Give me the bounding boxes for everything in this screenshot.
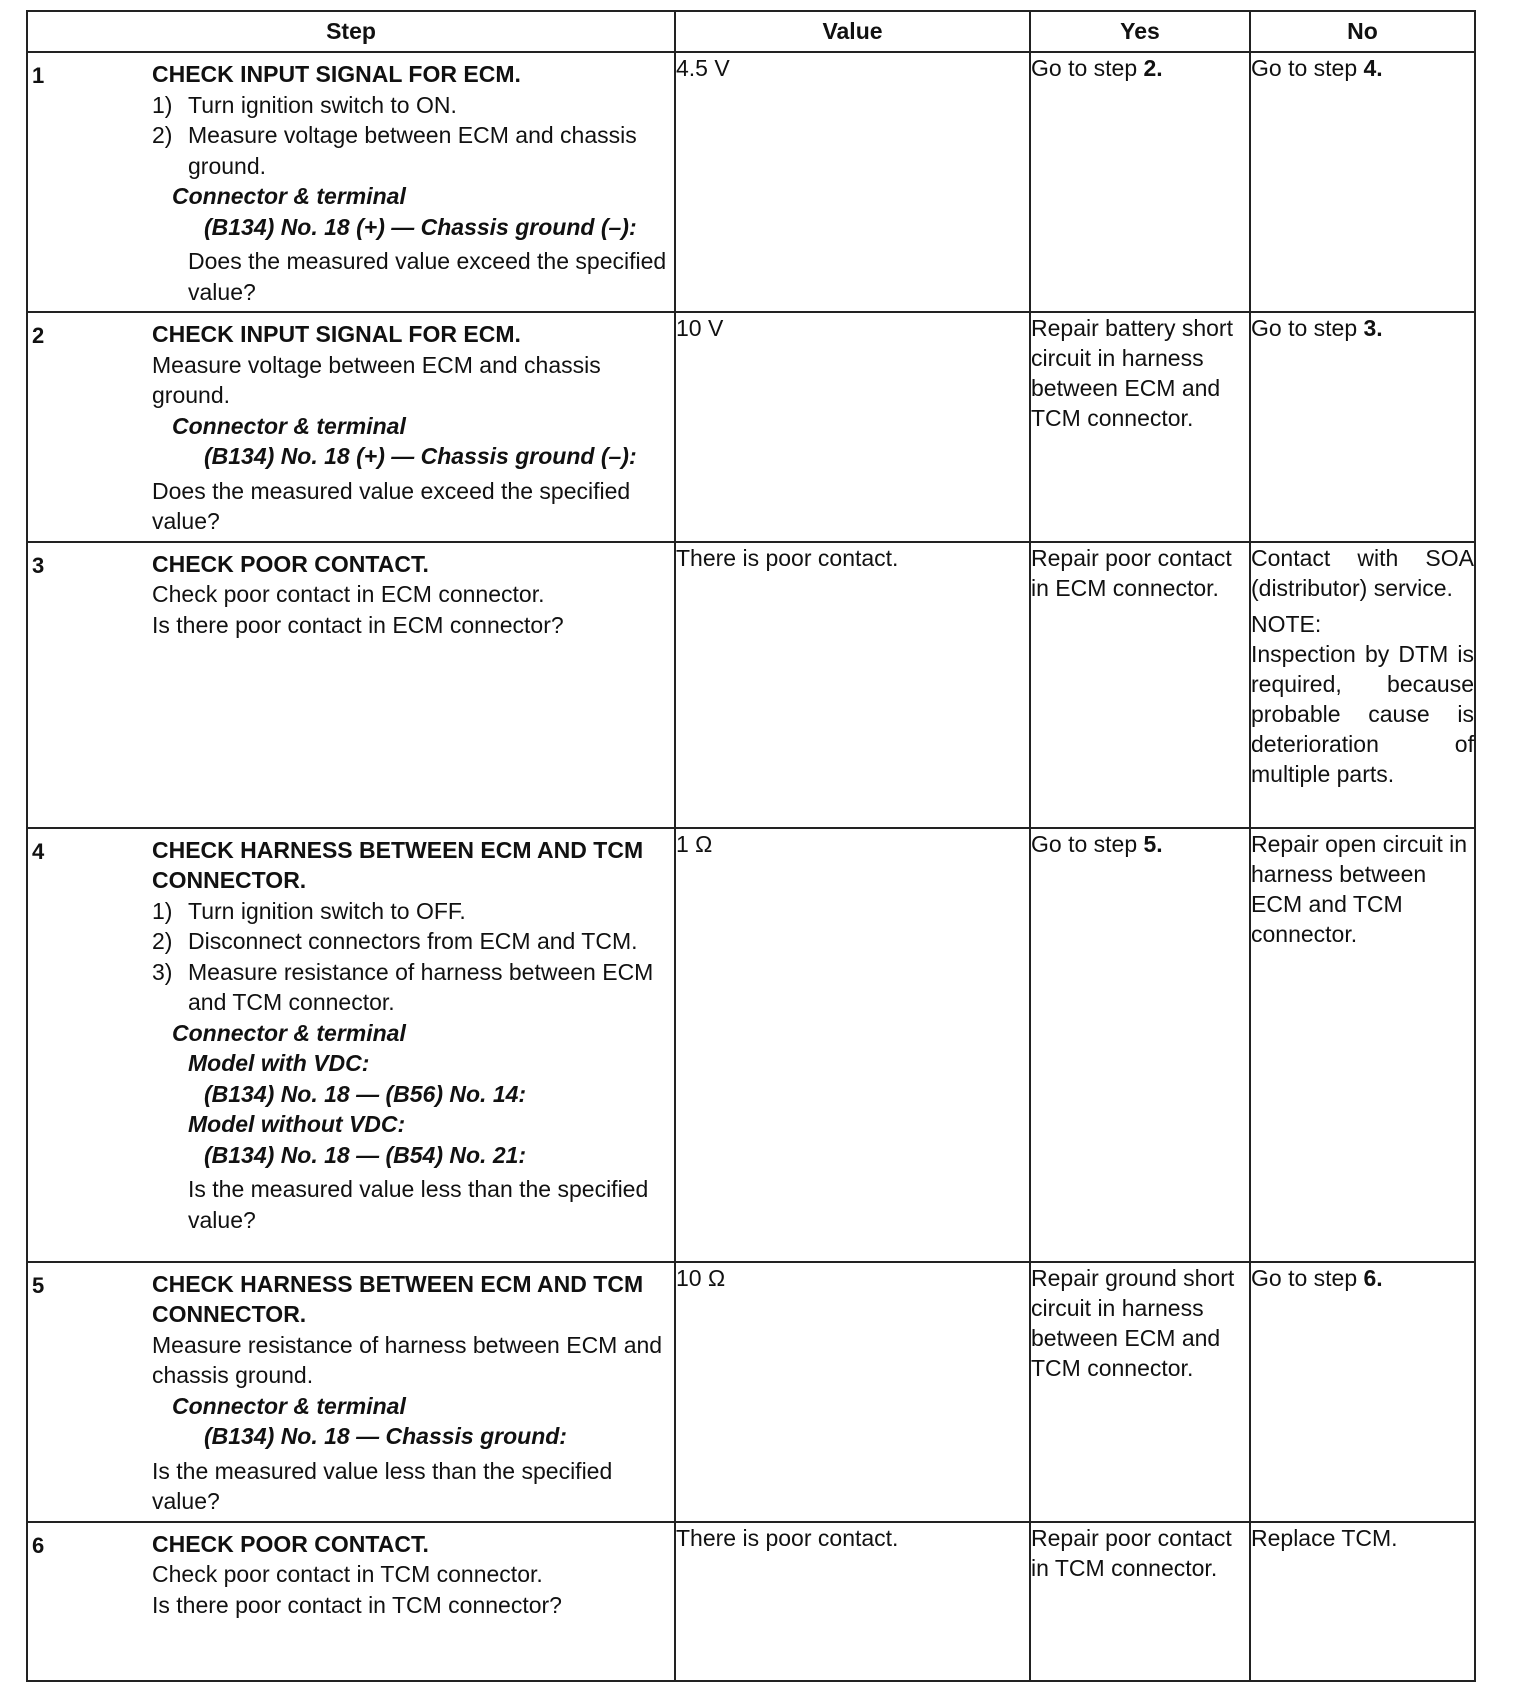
list-marker: 3): [152, 958, 173, 985]
step-question: Does the measured value exceed the specified value?: [188, 248, 667, 305]
value-cell: 10 V: [675, 312, 1030, 542]
header-step: Step: [27, 11, 675, 52]
step-question: Is the measured value less than the specified value?: [188, 1176, 649, 1233]
table-row: [27, 542, 1475, 828]
step-cell: [27, 312, 675, 542]
step-description: Measure resistance of harness between ECM and chassis ground.: [152, 1331, 663, 1388]
step-number: 1: [32, 63, 45, 88]
no-cell: Repair open circuit in harness between ECM and TCM connector.: [1250, 828, 1475, 1262]
terminal-spec: (B134) No. 18 (+) — Chassis ground (–):: [204, 213, 637, 240]
no-cell: [1250, 542, 1475, 828]
yes-cell: Go to step 2.: [1030, 52, 1250, 312]
step-number: 6: [32, 1532, 45, 1558]
header-value: Value: [675, 11, 1030, 52]
connector-label: Connector & terminal: [172, 1392, 406, 1419]
list-marker: 1): [152, 897, 173, 924]
terminal-spec: (B134) No. 18 (+) — Chassis ground (–):: [204, 443, 637, 469]
list-item: Turn ignition switch to OFF.: [188, 897, 466, 924]
connector-label: Connector & terminal: [172, 1019, 406, 1046]
step-title: CHECK POOR CONTACT.: [152, 550, 429, 577]
value-cell: There is poor contact.: [675, 542, 1030, 828]
step-question: Is there poor contact in TCM connector?: [152, 1591, 562, 1618]
terminal-spec: (B134) No. 18 — (B56) No. 14:: [204, 1080, 527, 1107]
step-cell: [27, 542, 675, 828]
terminal-spec: (B134) No. 18 — (B54) No. 21:: [204, 1141, 527, 1168]
no-cell: Replace TCM.: [1250, 1522, 1475, 1682]
step-question: Is the measured value less than the specified value?: [152, 1457, 613, 1514]
step-cell: [27, 1522, 675, 1682]
table-row: [27, 52, 1475, 312]
yes-cell: Repair battery short circuit in harness between ECM and TCM connector.: [1030, 312, 1250, 542]
list-item: Disconnect connectors from ECM and TCM.: [188, 928, 638, 954]
list-marker: 2): [152, 122, 173, 148]
table-row: [27, 312, 1475, 542]
table-row: [27, 1522, 1475, 1682]
connector-label: Connector & terminal: [172, 183, 406, 209]
model-label: Model without VDC:: [188, 1111, 406, 1137]
list-item: Turn ignition switch to ON.: [188, 91, 457, 118]
diagnostic-table: [26, 10, 1476, 1682]
step-title: CHECK INPUT SIGNAL FOR ECM.: [152, 321, 521, 347]
header-yes: Yes: [1030, 11, 1250, 52]
terminal-spec: (B134) No. 18 — Chassis ground:: [204, 1423, 567, 1449]
connector-label: Connector & terminal: [172, 412, 406, 439]
step-title: CHECK POOR CONTACT.: [152, 1530, 429, 1557]
step-number: 5: [32, 1272, 45, 1298]
list-item: Measure voltage between ECM and chassis ground.: [188, 122, 637, 179]
step-cell: [27, 1262, 675, 1522]
yes-cell: Go to step 5.: [1030, 828, 1250, 1262]
list-item: Measure resistance of harness between ECM and TCM connector.: [188, 958, 654, 1015]
list-marker: 2): [152, 928, 173, 954]
step-description: Check poor contact in ECM connector.: [152, 581, 545, 607]
step-description: Check poor contact in TCM connector.: [152, 1561, 543, 1587]
yes-cell: Repair poor contact in ECM connector.: [1030, 542, 1250, 828]
step-question: Does the measured value exceed the specified value?: [152, 477, 631, 534]
step-title: CHECK HARNESS BETWEEN ECM AND TCM CONNECTOR.: [152, 836, 644, 893]
no-cell: Go to step 4.: [1250, 52, 1475, 312]
yes-cell: Repair ground short circuit in harness between ECM and TCM connector.: [1030, 1262, 1250, 1522]
model-label: Model with VDC:: [188, 1050, 370, 1076]
step-number: 3: [32, 552, 45, 578]
header-row: [27, 11, 1475, 52]
step-cell: [27, 52, 675, 312]
yes-cell: Repair poor contact in TCM connector.: [1030, 1522, 1250, 1682]
no-cell: Go to step 6.: [1250, 1262, 1475, 1522]
note-text: Inspection by DTM is required, because probable cause is deterioration of multiple parts.: [1251, 640, 1474, 787]
step-description: Measure voltage between ECM and chassis ground.: [152, 351, 601, 408]
step-question: Is there poor contact in ECM connector?: [152, 611, 564, 638]
value-cell: 10 Ω: [675, 1262, 1030, 1522]
table-row: [27, 1262, 1475, 1522]
step-title: CHECK INPUT SIGNAL FOR ECM.: [152, 61, 521, 87]
no-text: Contact with SOA (distributor) service.: [1251, 544, 1474, 601]
no-cell: Go to step 3.: [1250, 312, 1475, 542]
note-label: NOTE:: [1251, 610, 1322, 637]
header-no: No: [1250, 11, 1475, 52]
step-title: CHECK HARNESS BETWEEN ECM AND TCM CONNECTOR.: [152, 1270, 644, 1327]
step-cell: [27, 828, 675, 1262]
step-number: 2: [32, 323, 45, 348]
table-row: [27, 828, 1475, 1262]
list-marker: 1): [152, 91, 173, 118]
value-cell: 1 Ω: [675, 828, 1030, 1262]
value-cell: 4.5 V: [675, 52, 1030, 312]
value-cell: There is poor contact.: [675, 1522, 1030, 1682]
step-number: 4: [32, 838, 45, 864]
